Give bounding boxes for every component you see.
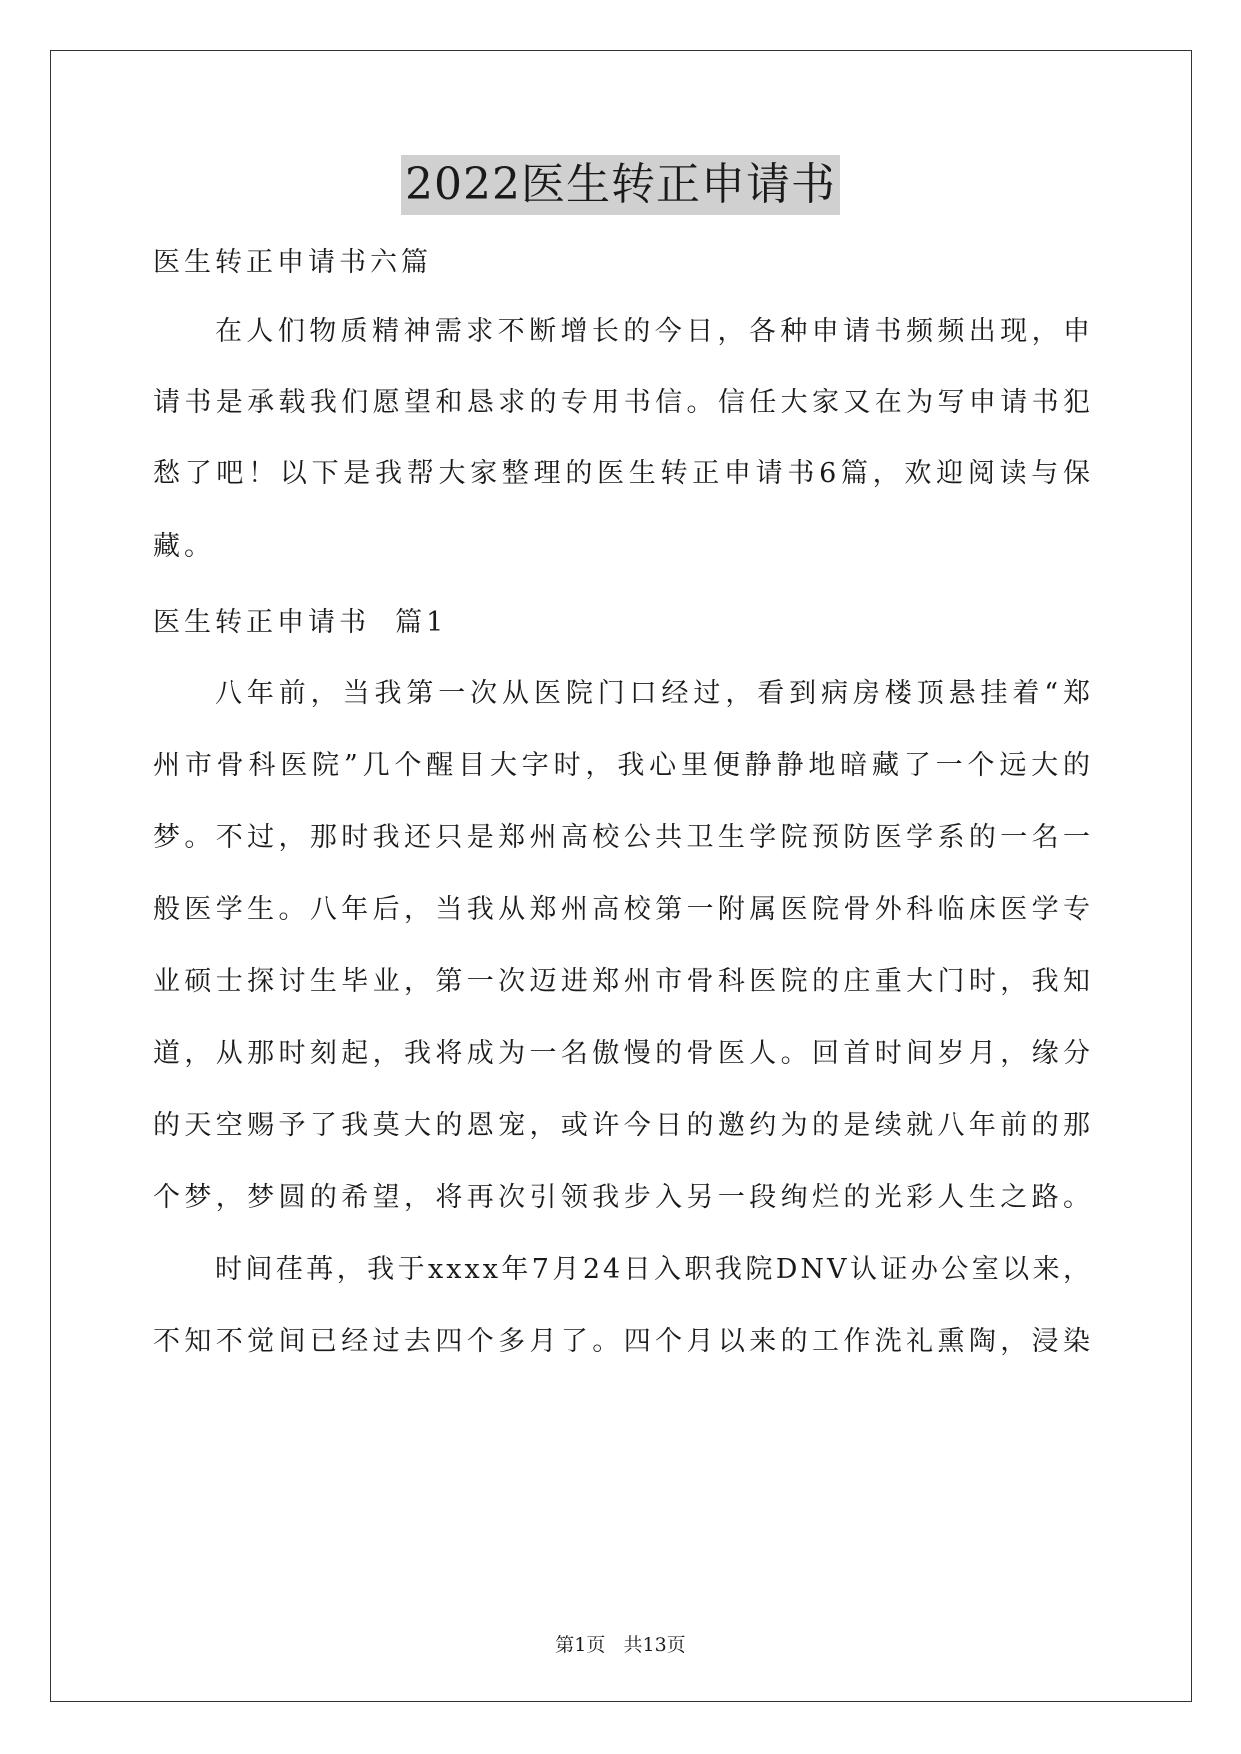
intro-line: 藏。 (153, 531, 215, 562)
page-footer: 第1页 共13页 (555, 1634, 686, 1656)
paragraph-line: 州市骨科医院”几个醒目大字时，我心里便静静地暗藏了一个远大的 (153, 750, 1093, 781)
paragraph-line: 业硕士探讨生毕业，第一次迈进郑州市骨科医院的庄重大门时，我知 (153, 966, 1093, 997)
intro-line: 在人们物质精神需求不断增长的今日，各种申请书频频出现，申 (215, 316, 1093, 347)
paragraph-line: 八年前，当我第一次从医院门口经过，看到病房楼顶悬挂着“郑 (215, 678, 1093, 709)
paragraph-line: 的天空赐予了我莫大的恩宠，或许今日的邀约为的是续就八年前的那 (153, 1110, 1093, 1141)
document-title-text: 2022医生转正申请书 (401, 155, 840, 215)
page-border (50, 50, 1192, 1702)
document-subtitle: 医生转正申请书六篇 (153, 247, 432, 278)
paragraph-line: 个梦，梦圆的希望，将再次引领我步入另一段绚烂的光彩人生之路。 (153, 1182, 1093, 1213)
paragraph-line: 梦。不过，那时我还只是郑州高校公共卫生学院预防医学系的一名一 (153, 822, 1093, 853)
section-heading: 医生转正申请书 篇1 (153, 607, 448, 638)
paragraph-line: 不知不觉间已经过去四个多月了。四个月以来的工作洗礼熏陶，浸染 (153, 1326, 1093, 1357)
paragraph-line: 般医学生。八年后，当我从郑州高校第一附属医院骨外科临床医学专 (153, 894, 1093, 925)
intro-line: 请书是承载我们愿望和恳求的专用书信。信任大家又在为写申请书犯 (153, 387, 1093, 418)
paragraph-line: 时间荏苒，我于xxxx年7月24日入职我院DNV认证办公室以来， (215, 1254, 1093, 1285)
intro-line: 愁了吧！以下是我帮大家整理的医生转正申请书6篇，欢迎阅读与保 (153, 458, 1093, 489)
paragraph-line: 道，从那时刻起，我将成为一名傲慢的骨医人。回首时间岁月，缘分 (153, 1038, 1093, 1069)
document-title (0, 155, 1241, 215)
